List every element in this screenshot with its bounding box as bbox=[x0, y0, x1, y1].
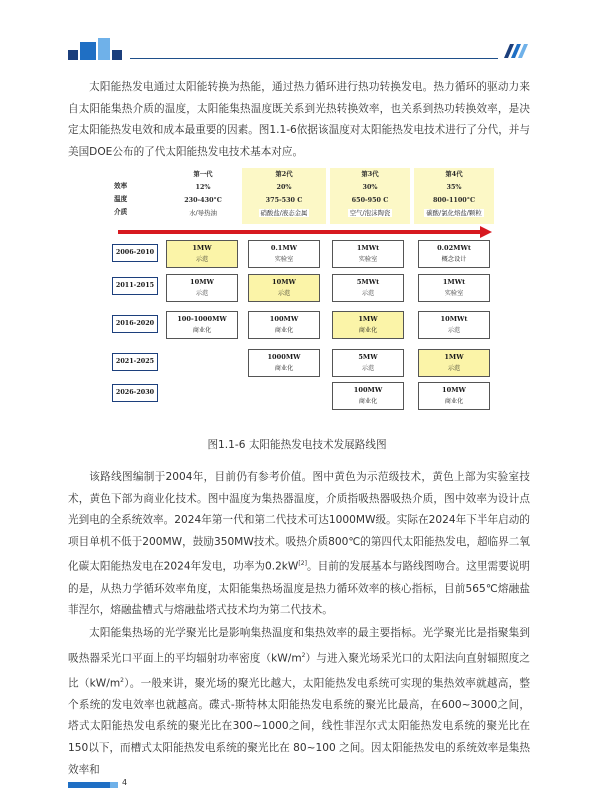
cell-stage: 商业化 bbox=[274, 327, 294, 334]
roadmap-figure bbox=[108, 168, 496, 418]
figure-row-labels bbox=[114, 180, 127, 219]
roadmap-cell bbox=[332, 382, 404, 410]
cell-value: 0.1MW bbox=[270, 244, 298, 252]
paragraph-roadmap-notes bbox=[68, 467, 530, 622]
cell-value: 10MW bbox=[272, 278, 296, 286]
page-number: 4 bbox=[122, 778, 128, 787]
roadmap-cell bbox=[332, 240, 404, 268]
year-label: 2021-2025 bbox=[112, 353, 158, 371]
paragraph-roadmap-text-cont: 。目前的发展基本与路线图吻合。这里需要说明的是，从热力学循环效率角度，太阳能集热场温度是热力循环效率的核心指标，目前565℃熔融盐菲涅尔，熔融盐槽式与熔融盐塔式技术均为第二代技术。 bbox=[68, 560, 531, 617]
cell-value: 100-1000MW bbox=[177, 315, 227, 323]
year-label: 2011-2015 bbox=[112, 277, 158, 295]
year-label: 2016-2020 bbox=[112, 315, 158, 333]
cell-stage: 商业化 bbox=[192, 327, 212, 334]
row-label-medium: 介质 bbox=[114, 208, 128, 216]
roadmap-cell bbox=[248, 274, 320, 302]
cell-value: 10MW bbox=[442, 386, 466, 394]
generation-medium: 硝酸盐/液态金属 bbox=[260, 209, 308, 217]
cell-value: 1000MW bbox=[267, 353, 301, 361]
roadmap-cell bbox=[166, 311, 238, 339]
roadmap-cell bbox=[166, 274, 238, 302]
cell-value: 1MWt bbox=[442, 278, 466, 286]
cell-value: 100MW bbox=[269, 315, 299, 323]
cell-value: 5MW bbox=[358, 353, 378, 361]
year-label: 2026-2030 bbox=[112, 384, 158, 402]
cell-value: 1MW bbox=[444, 353, 464, 361]
superscript: 2 bbox=[120, 676, 124, 684]
generation-4-header bbox=[414, 168, 494, 224]
cell-stage: 示范 bbox=[195, 256, 209, 263]
generation-efficiency: 12% bbox=[195, 183, 211, 191]
generation-efficiency: 35% bbox=[446, 183, 462, 191]
timeline-arrow-head bbox=[480, 226, 492, 238]
cell-stage: 示范 bbox=[277, 290, 291, 297]
row-label-efficiency: 效率 bbox=[114, 182, 128, 190]
roadmap-cell bbox=[248, 240, 320, 268]
cell-value: 1MWt bbox=[356, 244, 380, 252]
paragraph-concentration-text-end: ）。一般来讲，聚光场的聚光比越大，太阳能热发电系统可实现的集热效率就越高，整个系统的发电效率也就越高。碟式-斯特林太阳能热发电系统的聚光比最高，在600~3000之间，塔式太阳能热发电系统的聚光比在300~1000之间，线性菲涅尔式太阳能热发电系统的聚光比在150以下，而槽式太阳能热发电系统的聚光比在 80~100 之间。因太阳能热发电的系统效率是集热效率和 bbox=[68, 677, 531, 776]
paragraph-roadmap-text: 该路线图编制于2004年，目前仍有参考价值。图中黄色为示范级技术，黄色上部为实验室技术，黄色下部为商业化技术。图中温度为集热器温度，介质指吸热器吸热介质，图中效率为设计点光到电的全系统效率。2024年第一代和第二代技术可达1000MW级。实际在2024年下半年启动的项目单机不低于200MW，鼓励350MW技术。吸热介质800℃的第四代太阳能热发电，超临界二氧化碳太阳能热发电在2024年发电，功率为0.2kW bbox=[68, 471, 530, 573]
roadmap-cell bbox=[418, 349, 490, 377]
cell-stage: 示范 bbox=[361, 365, 375, 372]
cell-stage: 商业化 bbox=[274, 365, 294, 372]
cell-value: 10MW bbox=[190, 278, 214, 286]
row-label-temperature: 温度 bbox=[114, 195, 128, 203]
cell-stage: 示范 bbox=[195, 290, 209, 297]
cell-value: 1MW bbox=[358, 315, 378, 323]
roadmap-cell bbox=[248, 349, 320, 377]
paragraph-concentration-text: 太阳能集热场的光学聚光比是影响集热温度和集热效率的最主要指标。光学聚光比是指聚集到吸热器采光口平面上的平均辐射功率密度（kW/m bbox=[68, 627, 530, 665]
header-rule bbox=[130, 58, 498, 59]
cell-stage: 示范 bbox=[361, 290, 375, 297]
generation-temperature: 650-950 C bbox=[351, 196, 389, 204]
paragraph-intro bbox=[68, 77, 530, 163]
generation-temperature: 800-1100°C bbox=[432, 196, 476, 204]
generation-3-header bbox=[330, 168, 410, 224]
cell-value: 5MWt bbox=[356, 278, 380, 286]
roadmap-cell bbox=[418, 382, 490, 410]
cell-stage: 实验室 bbox=[274, 256, 294, 263]
timeline-arrow-line bbox=[118, 230, 482, 234]
generation-medium: 碳酸/氯化熔盐/颗粒 bbox=[426, 209, 482, 217]
paragraph-concentration-ratio bbox=[68, 623, 530, 781]
roadmap-cell bbox=[166, 240, 238, 268]
generation-temperature: 230-430°C bbox=[184, 196, 222, 204]
cell-stage: 商业化 bbox=[444, 398, 464, 405]
footer-bar-accent bbox=[110, 782, 118, 788]
cell-value: 100MW bbox=[353, 386, 383, 394]
footer-bar bbox=[68, 782, 110, 788]
cell-stage: 实验室 bbox=[444, 290, 464, 297]
cell-stage: 概念设计 bbox=[441, 256, 467, 263]
figure-caption: 图1.1-6 太阳能热发电技术发展路线图 bbox=[207, 439, 387, 451]
generation-2-header bbox=[242, 168, 326, 224]
generation-efficiency: 30% bbox=[362, 183, 378, 191]
roadmap-cell bbox=[418, 240, 490, 268]
cell-stage: 商业化 bbox=[358, 327, 378, 334]
roadmap-cell bbox=[332, 311, 404, 339]
roadmap-cell bbox=[418, 274, 490, 302]
superscript: 2 bbox=[301, 651, 306, 659]
roadmap-cell bbox=[248, 311, 320, 339]
generation-1-header bbox=[166, 168, 240, 224]
roadmap-cell bbox=[332, 349, 404, 377]
header-slash-mark bbox=[500, 44, 528, 58]
year-label: 2006-2010 bbox=[112, 244, 158, 262]
roadmap-cell bbox=[332, 274, 404, 302]
generation-name: 第一代 bbox=[193, 170, 213, 178]
cell-value: 1MW bbox=[192, 244, 212, 252]
generation-medium: 空气/泡沫陶瓷 bbox=[349, 209, 391, 217]
generation-medium: 水/导热油 bbox=[189, 209, 217, 217]
cell-stage: 示范 bbox=[447, 327, 461, 334]
citation-ref: [2] bbox=[298, 560, 307, 568]
roadmap-cell bbox=[418, 311, 490, 339]
header-logo-blocks bbox=[68, 38, 128, 62]
cell-stage: 实验室 bbox=[358, 256, 378, 263]
paragraph-concentration-text-cont: ）与进入聚光场采光口的太阳法向直射辐照度之比（kW/m bbox=[68, 652, 531, 690]
cell-stage: 商业化 bbox=[358, 398, 378, 405]
generation-name: 第2代 bbox=[275, 170, 293, 178]
generation-name: 第3代 bbox=[361, 170, 379, 178]
cell-value: 0.02MWt bbox=[437, 244, 471, 252]
cell-value: 10MWt bbox=[440, 315, 468, 323]
generation-efficiency: 20% bbox=[276, 183, 292, 191]
generation-name: 第4代 bbox=[445, 170, 463, 178]
cell-stage: 示范 bbox=[447, 365, 461, 372]
paragraph-intro-text: 太阳能热发电通过太阳能转换为热能，通过热力循环进行热功转换发电。热力循环的驱动力来自太阳能集热介质的温度，太阳能集热温度既关系到光热转换效率，也关系到热功转换效率，是决定太阳能热发电效和成本最重要的因素。图1.1-6依据该温度对太阳能热发电技术进行了分代，并与美国DOE公布的了代太阳能热发电技术基本对应。 bbox=[68, 81, 530, 158]
generation-temperature: 375-530 C bbox=[265, 196, 303, 204]
